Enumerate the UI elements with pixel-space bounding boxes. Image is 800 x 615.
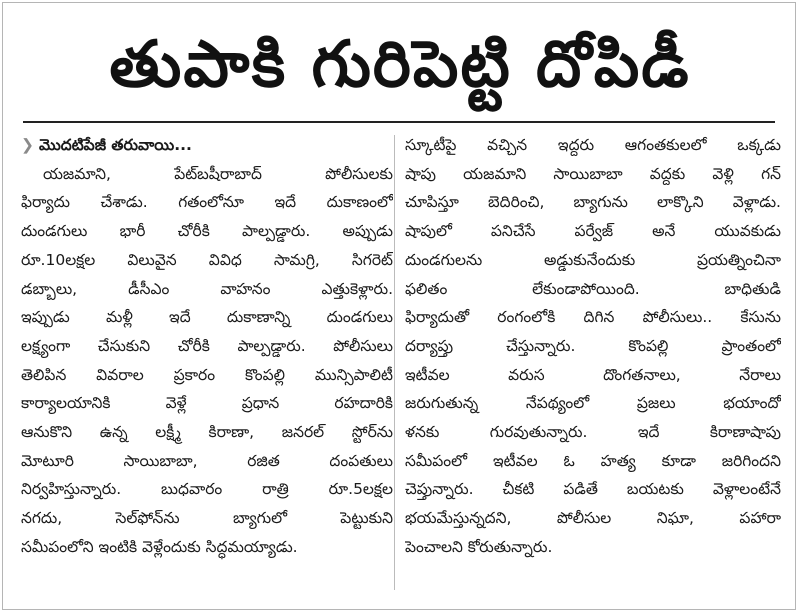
newspaper-clipping bbox=[2, 2, 796, 610]
text-line: కార్యాలయానికి వెళ్లే ప్రధాన రహదారికి bbox=[21, 394, 393, 413]
text-line: సమీపంలో ఇటీవల ఓ హత్య కూడా జరిగిందని bbox=[405, 451, 781, 470]
text-line: తెలిపిన వివరాల ప్రకారం కొంపల్లి మున్సిపాలిటీ bbox=[21, 365, 393, 384]
text-line: దర్యాప్తు చేస్తున్నారు. కొంపల్లి ప్రాంతంలో bbox=[405, 336, 781, 355]
text-line: ఫిర్యాదుతో రంగంలోకి దిగిన పోలీసులు.. కేసును bbox=[405, 308, 781, 327]
text-line: భయమేస్తున్నదని, పోలీసుల నిఘా, పహారా bbox=[405, 509, 781, 528]
text-line: ఆనుకొని ఉన్న లక్ష్మీ కిరాణా, జనరల్ స్టోర్‌ను bbox=[21, 423, 393, 442]
text-line: ళనకు గురవుతున్నారు. ఇదే కిరాణాషాపు bbox=[405, 423, 781, 442]
text-line: షాపు యజమాని సాయిబాబా వద్దకు వెళ్లి గన్ bbox=[405, 164, 781, 183]
text-line: లక్ష్యంగా చేసుకుని చోరీకి పాల్పడ్డారు. పోలీసులు bbox=[21, 336, 393, 355]
jump-line bbox=[21, 131, 393, 160]
text-line: చూపిస్తూ బెదిరించి, బ్యాగును లాక్కొని వెళ్లాడు. bbox=[405, 193, 781, 212]
jump-label: మొదటిపేజీ తరువాయి... bbox=[39, 136, 192, 154]
text-line: నగదు, సెల్‌ఫోన్‌ను బ్యాగులో పెట్టుకుని bbox=[21, 509, 393, 528]
text-line: ఫలితం లేకుండాపోయింది. బాధితుడి bbox=[405, 279, 781, 298]
headline: తుపాకి గురిపెట్టి దోపిడీ bbox=[109, 28, 691, 102]
text-line: పెంచాలని కోరుతున్నారు. bbox=[405, 537, 553, 556]
text-line: చెప్తున్నారు. చీకటి పడితే బయటకు వెళ్లాలంటేనే bbox=[405, 480, 781, 499]
left-column bbox=[21, 131, 393, 562]
text-line: ఇప్పుడు మళ్లీ ఇదే దుకాణాన్ని దుండగులు bbox=[21, 308, 393, 327]
text-line: రూ.10లక్షల విలువైన వివిధ సామగ్రి, సిగరెట్ bbox=[21, 250, 393, 269]
text-line: దుండగులను అడ్డుకునేందుకు ప్రయత్నించినా bbox=[405, 250, 781, 269]
text-line: సమీపంలోని ఇంటికి వెళ్లేందుకు సిద్ధమయ్యాడు. bbox=[21, 537, 298, 556]
headline-rule bbox=[23, 121, 775, 123]
text-line: షాపులో పనిచేసే పర్వేజ్ అనే యువకుడు bbox=[405, 222, 781, 241]
text-line: జరుగుతున్న నేపథ్యంలో ప్రజలు భయాందో bbox=[405, 394, 781, 413]
text-line: దుండగులు భారీ చోరీకి పాల్పడ్డారు. అప్పుడు bbox=[21, 222, 393, 241]
text-line: స్కూటీపై వచ్చిన ఇద్దరు ఆగంతకులలో ఒక్కడు bbox=[405, 136, 781, 154]
text-line: మోటూరి సాయిబాబా, రజిత దంపతులు bbox=[21, 451, 393, 470]
chevron-right-icon: ❯ bbox=[21, 136, 34, 154]
text-line: ఇటీవల వరుస దొంగతనాలు, నేరాలు bbox=[405, 365, 781, 384]
text-line: నిర్వహిస్తున్నారు. బుధవారం రాత్రి రూ.5లక్షల bbox=[21, 480, 393, 499]
text-line: డబ్బాలు, డీసీఎం వాహనం ఎత్తుకెళ్లారు. bbox=[21, 279, 393, 298]
text-line: ఫిర్యాదు చేశాడు. గతంలోనూ ఇదే దుకాణంలో bbox=[21, 193, 393, 212]
column-divider bbox=[394, 135, 395, 590]
right-column bbox=[405, 131, 781, 562]
text-line: యజమాని, పేట్‌బషీరాబాద్ పోలీసులకు bbox=[43, 164, 393, 183]
